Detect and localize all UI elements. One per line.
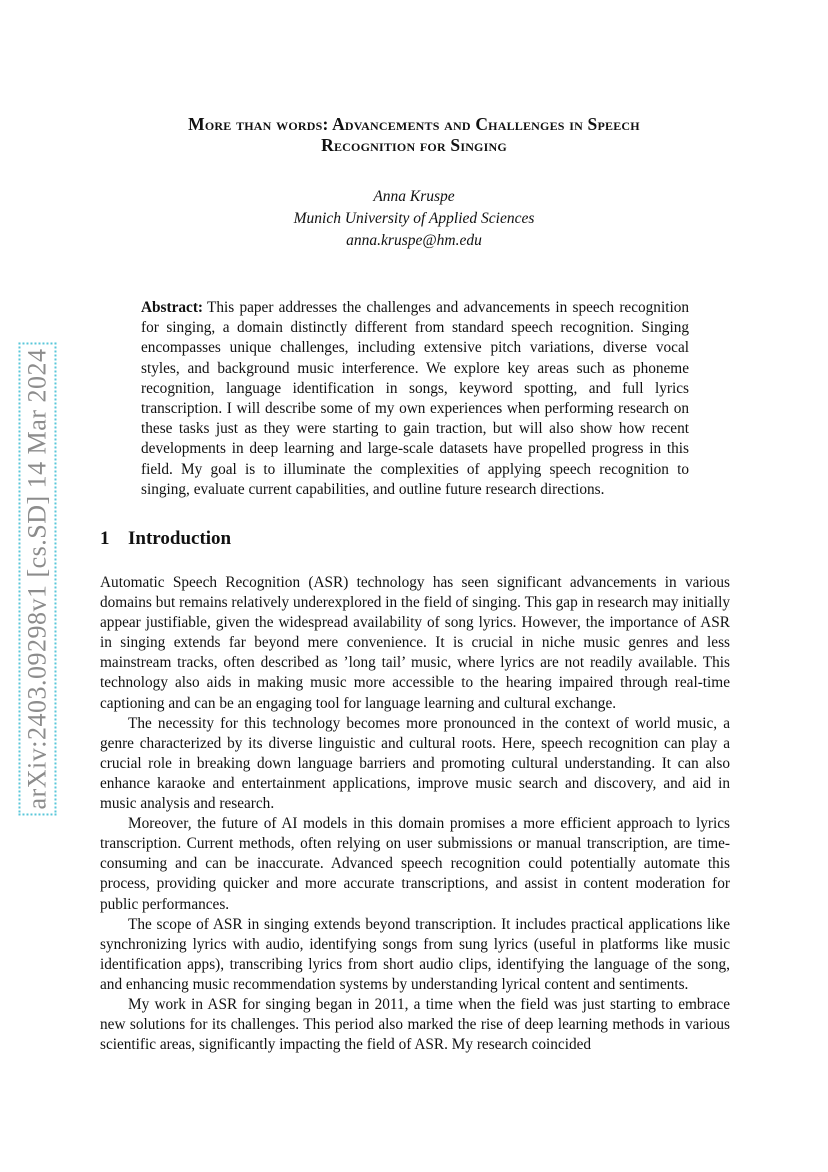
author-email[interactable]: anna.kruspe@hm.edu xyxy=(346,232,482,249)
abstract xyxy=(141,298,689,500)
arxiv-stamp xyxy=(19,333,55,825)
paragraph: The necessity for this technology becomes more pronounced in the context of world music, a genre characterized by its diverse linguistic and cultural roots. Here, speech recognition can play a crucial role in breaking down language barriers and promoting cultural understanding. It can also enhance karaoke and entertainment applications, improve music search and discovery, and aid in music analysis and research. xyxy=(100,714,730,813)
paragraph: My work in ASR for singing began in 2011, a time when the field was just starting to embrace new solutions for its challenges. This period also marked the rise of deep learning methods in various scientific areas, significantly impacting the field of ASR. My research coincided xyxy=(100,995,730,1054)
paragraph: Moreover, the future of AI models in this domain promises a more efficient approach to lyrics transcription. Current methods, often relying on user submissions or manual transcription, are time-consuming and can be inaccurate. Advanced speech recognition could potentially automate this process, providing quicker and more accurate transcriptions, and assist in content moderation for public performances. xyxy=(100,815,730,913)
section-number: 1 xyxy=(100,528,110,549)
paper-title xyxy=(80,114,748,156)
paragraph: The scope of ASR in singing extends beyond transcription. It includes practical applications like synchronizing lyrics with audio, identifying songs from sung lyrics (useful in platforms like music identification apps), transcribing lyrics from short audio clips, identifying the language of the song, and enhancing music recommendation systems by understanding lyrical content and sentiments. xyxy=(100,915,730,993)
author-affiliation: Munich University of Applied Sciences xyxy=(293,210,535,227)
paragraph: Automatic Speech Recognition (ASR) technology has seen significant advancements in various domains but remains relatively underexplored in the field of singing. This gap in research may initially appear justifiable, given the widespread availability of song lyrics. However, the importance of ASR in singing extends far beyond mere convenience. It is crucial in niche music genres and less mainstream tracks, often described as ’long tail’ music, where lyrics are not readily available. This technology also aids in making music more accessible to the hearing impaired through real-time captioning and can be an engaging tool for language learning and cultural exchange. xyxy=(100,574,730,712)
introduction-body xyxy=(100,573,730,1055)
section-heading xyxy=(100,527,231,551)
author-block xyxy=(100,186,728,252)
title-line-1: More than words: Advancements and Challenges in Speech xyxy=(188,114,640,134)
title-line-2: Recognition for Singing xyxy=(321,135,507,155)
author-name: Anna Kruspe xyxy=(373,188,455,205)
section-title: Introduction xyxy=(128,528,232,549)
abstract-text: This paper addresses the challenges and advancements in speech recognition for singing, a domain distinctly different from standard speech recognition. Singing encompasses unique challenges, including extensive pitch variations, diverse vocal styles, and background music interference. We explore key areas such as phoneme recognition, language identification in songs, keyword spotting, and full lyrics transcription. I will describe some of my own experiences when performing research on these tasks just as they were starting to gain traction, but will also show how recent developments in deep learning and large-scale datasets have propelled progress in this field. My goal is to illuminate the complexities of applying speech recognition to singing, evaluate current capabilities, and outline future research directions. xyxy=(141,299,689,498)
abstract-label: Abstract: xyxy=(141,299,204,316)
arxiv-identifier[interactable]: arXiv:2403.09298v1 [cs.SD] 14 Mar 2024 xyxy=(22,348,52,810)
